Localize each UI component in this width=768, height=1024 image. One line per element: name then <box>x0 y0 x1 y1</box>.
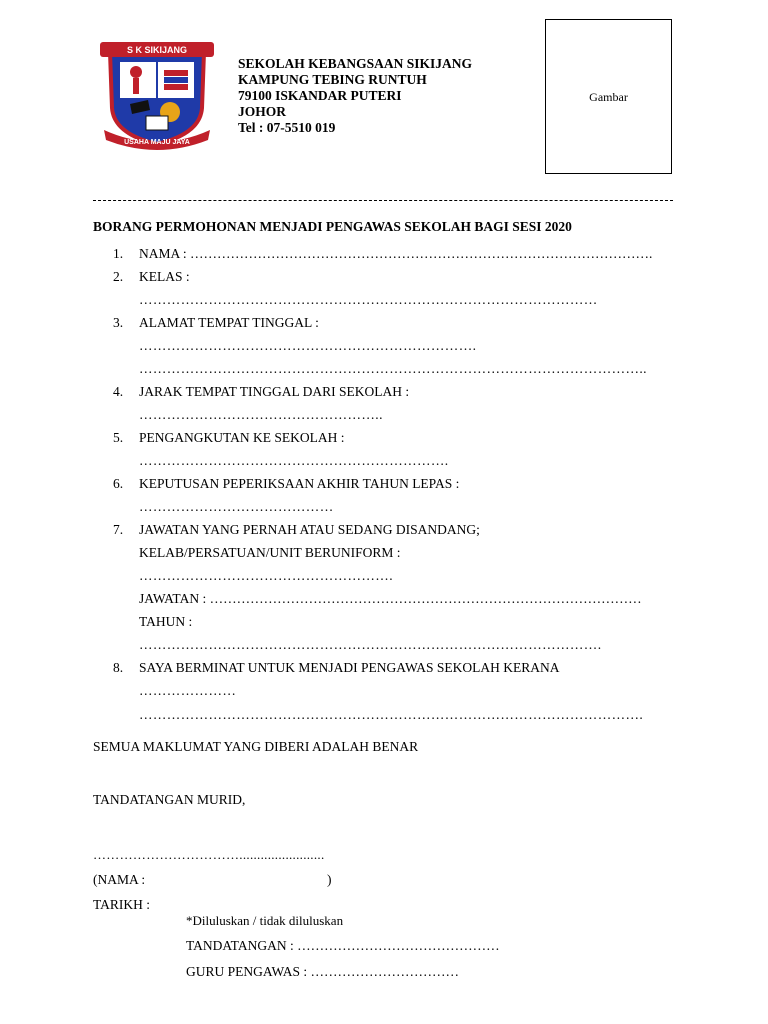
dashed-divider <box>93 200 673 201</box>
kelab-label: KELAB/PERSATUAN/UNIT BERUNIFORM : <box>139 545 401 560</box>
jarak-fill-line: …………………………………………….. <box>139 407 383 422</box>
school-address-line-1: KAMPUNG TEBING RUNTUH <box>238 72 427 87</box>
item-number: 2. <box>113 269 124 284</box>
item-label: ALAMAT TEMPAT TINGGAL : <box>139 315 319 330</box>
item-number: 1. <box>113 246 124 261</box>
student-signature-label: TANDATANGAN MURID, <box>93 792 246 807</box>
logo-bottom-text: USAHA MAJU JAYA <box>124 139 190 146</box>
item-number: 7. <box>113 522 124 537</box>
approval-status: *Diluluskan / tidak diluluskan <box>186 913 344 928</box>
keputusan-fill-line: …………………………………… <box>139 499 334 514</box>
item-number: 3. <box>113 315 124 330</box>
minat-fill-line-1: ………………… <box>139 683 237 698</box>
school-address-block <box>238 56 472 136</box>
nama-close-bracket: ) <box>327 872 332 887</box>
alamat-fill-line-1: ………………………………………………………………. <box>139 338 477 353</box>
kelas-fill-line: ……………………………………………………………………………………… <box>139 292 598 307</box>
tarikh-label: TARIKH : <box>93 897 151 912</box>
tahun-label: TAHUN : <box>139 614 193 629</box>
item-label: PENGANGKUTAN KE SEKOLAH : <box>139 430 345 445</box>
school-address-line-2: 79100 ISKANDAR PUTERI <box>238 88 402 103</box>
item-number: 4. <box>113 384 124 399</box>
item-label: JARAK TEMPAT TINGGAL DARI SEKOLAH : <box>139 384 410 399</box>
minat-fill-line-2: ………………………………………………………………………………………………. <box>139 707 644 722</box>
declaration-text: SEMUA MAKLUMAT YANG DIBERI ADALAH BENAR <box>93 739 419 754</box>
pengangkutan-fill-line: …………………………………………………………. <box>139 453 449 468</box>
school-logo-icon <box>96 38 218 150</box>
item-number: 6. <box>113 476 124 491</box>
teacher-signature-line: TANDATANGAN : ……………………………………… <box>186 938 500 953</box>
student-signature-line: ……………………………........................ <box>93 847 325 862</box>
guru-pengawas-line: GURU PENGAWAS : …………………………… <box>186 964 460 979</box>
kelab-fill-line: ………………………………………………. <box>139 568 393 583</box>
item-label: SAYA BERMINAT UNTUK MENJADI PENGAWAS SEKOLAH KERANA <box>139 660 560 675</box>
school-name: SEKOLAH KEBANGSAAN SIKIJANG <box>238 56 473 71</box>
school-telephone: Tel : 07-5510 019 <box>238 120 336 135</box>
item-label: JAWATAN YANG PERNAH ATAU SEDANG DISANDANG; <box>139 522 480 537</box>
tahun-fill-line: ………………………………………………………………………………………. <box>139 637 602 652</box>
item-number: 8. <box>113 660 124 675</box>
item-label: NAMA : …………………………………………………………………………………………. <box>139 246 653 261</box>
school-state: JOHOR <box>238 104 287 119</box>
form-title: BORANG PERMOHONAN MENJADI PENGAWAS SEKOLAH BAGI SESI 2020 <box>93 219 572 234</box>
alamat-fill-line-2: ……………………………………………………………………………………………….. <box>139 361 647 376</box>
photo-box <box>545 19 672 174</box>
item-label: KELAS : <box>139 269 190 284</box>
item-number: 5. <box>113 430 124 445</box>
nama-open-label: (NAMA : <box>93 872 146 887</box>
photo-label: Gambar <box>589 90 628 104</box>
jawatan-line: JAWATAN : …………………………………………………………………………………… <box>139 591 642 606</box>
logo-top-text: S K SIKIJANG <box>126 45 188 55</box>
item-label: KEPUTUSAN PEPERIKSAAN AKHIR TAHUN LEPAS : <box>139 476 460 491</box>
